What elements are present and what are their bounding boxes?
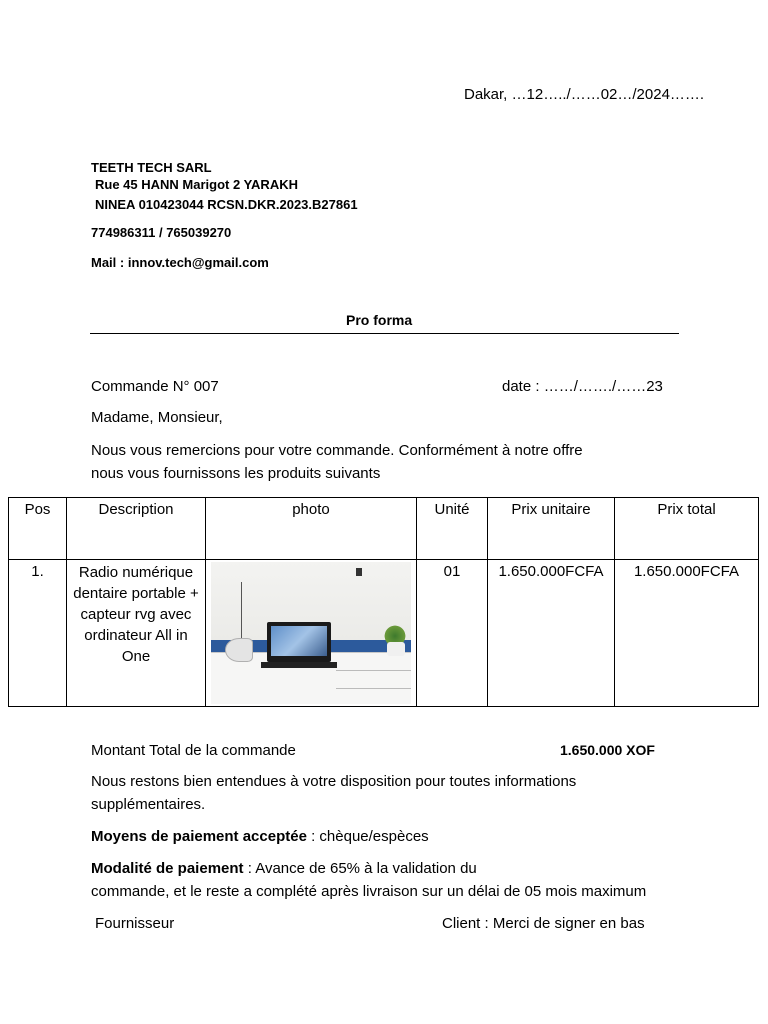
- order-date: date : ……/……./……23: [502, 378, 663, 395]
- total-label: Montant Total de la commande: [91, 742, 296, 759]
- intro-line-1: Nous vous remercions pour votre commande. Conformément à notre offre: [91, 442, 583, 459]
- table-header-row: [9, 498, 759, 560]
- salutation: Madame, Monsieur,: [91, 409, 223, 426]
- payment-terms: [91, 860, 477, 877]
- document-title: Pro forma: [346, 312, 413, 328]
- cell-total-price: 1.650.000FCFA: [615, 560, 759, 707]
- client-signature-label: Client : Merci de signer en bas: [442, 915, 645, 932]
- header-photo: photo: [206, 498, 417, 560]
- company-email: Mail : innov.tech@gmail.com: [91, 255, 269, 270]
- place-date: Dakar, …12…../……02…/2024…….: [464, 86, 705, 103]
- company-registration: NINEA 010423044 RCSN.DKR.2023.B27861: [95, 197, 358, 212]
- cell-photo: [206, 560, 417, 707]
- header-total-price: Prix total: [615, 498, 759, 560]
- cell-description: Radio numérique dentaire portable + capteur rvg avec ordinateur All in One: [67, 560, 206, 707]
- header-unit: Unité: [417, 498, 488, 560]
- order-number: Commande N° 007: [91, 378, 219, 395]
- total-value: 1.650.000 XOF: [560, 742, 655, 758]
- header-pos: Pos: [9, 498, 67, 560]
- header-description: Description: [67, 498, 206, 560]
- title-underline: [90, 333, 679, 334]
- company-name: TEETH TECH SARL: [91, 160, 212, 175]
- payment-methods-label: Moyens de paiement acceptée: [91, 828, 307, 845]
- cell-unit: 01: [417, 560, 488, 707]
- table-row: [9, 560, 759, 707]
- company-phones: 774986311 / 765039270: [91, 225, 232, 240]
- payment-terms-line-2: commande, et le reste a complété après livraison sur un délai de 05 mois maximum: [91, 883, 647, 900]
- closing-line-1: Nous restons bien entendues à votre disposition pour toutes informations: [91, 773, 577, 790]
- payment-methods-value: : chèque/espèces: [306, 828, 429, 845]
- closing-line-2: supplémentaires.: [91, 796, 206, 813]
- header-unit-price: Prix unitaire: [488, 498, 615, 560]
- products-table: [8, 497, 759, 707]
- payment-terms-value: : Avance de 65% à la validation du: [243, 860, 477, 877]
- product-photo: [211, 562, 411, 704]
- payment-methods: [91, 828, 429, 845]
- cell-pos: 1.: [9, 560, 67, 707]
- supplier-signature-label: Fournisseur: [95, 915, 175, 932]
- company-address: Rue 45 HANN Marigot 2 YARAKH: [95, 177, 298, 192]
- cell-unit-price: 1.650.000FCFA: [488, 560, 615, 707]
- intro-line-2: nous vous fournissons les produits suivants: [91, 465, 381, 482]
- payment-terms-label: Modalité de paiement: [91, 860, 244, 877]
